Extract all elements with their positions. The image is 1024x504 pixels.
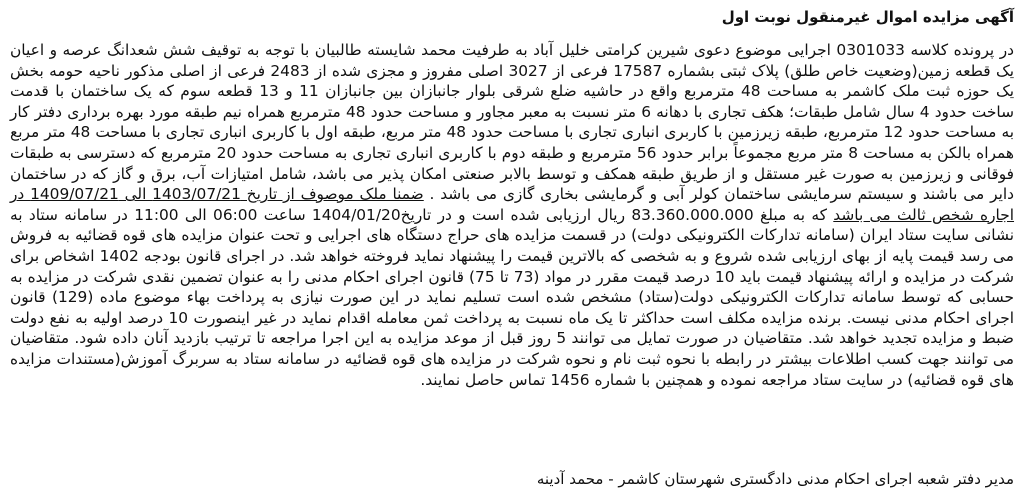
notice-signature: مدیر دفتر شعبه اجرای احکام مدنی دادگستری شهرستان کاشمر - محمد آدینه	[536, 470, 1014, 488]
notice-body-part2: که به مبلغ 83.360.000.000 ریال ارزیابی شده است و در تاریخ1404/01/20 ساعت 06:00 الی 11:00 در سامانه ستاد به نشانی سایت ستاد ایران (سامانه تدارکات الکترونیکی دولت) در قسمت مزایده های حراج دستگاه های اجرایی و تحت عنوان مزایده های قوه قضائیه به فروش می رسد قیمت پایه از بهای ارزیابی شده شروع و به شخصی که بالاترین قیمت را پیشنهاد نماید فروخته خواهد شد. در اجرای قانون بودجه 1402 اشخاص برای شرکت در مزایده و ارائه پیشنهاد قیمت باید 10 درصد قیمت مقرر در مواد (73 تا 75) قانون اجرای احکام مدنی را به عنوان تضمین نقدی شرکت در مزایده به حسابی که توسط سامانه تدارکات الکترونیکی دولت(ستاد) مشخص شده است تسلیم نماید در این صورت نیازی به پرداخت بهاء موضوع ماده (129) قانون اجرای احکام مدنی نیست. برنده مزایده مکلف است حداکثر تا یک ماه نسبت به پرداخت ثمن معامله اقدام نماید در غیر اینصورت 10 درصد اولیه به نفع دولت ضبط و مزایده تجدید خواهد شد. متقاضیان در صورت تمایل می توانند 5 روز قبل از موعد مزایده به این اجرا مراجعه تا ترتیب بازدید آنان داده شود. متقاضیان می توانند جهت کسب اطلاعات بیشتر در رابطه با نحوه ثبت نام و نحوه شرکت در مزایده های قوه قضائیه در سامانه ستاد به سربرگ آموزش(مستندات مزایده های قوه قضائیه) در سایت ستاد مراجعه نموده و همچنین با شماره 1456 تماس حاصل نمایند.	[10, 205, 1014, 389]
notice-title: آگهی مزایده اموال غیرمنقول نوبت اول	[721, 8, 1014, 26]
notice-body-underlined: ضمنا ملک موصوف از تاریخ 1403/07/21 الی 1409/07/21 در اجاره شخص ثالث می باشد	[10, 185, 1015, 224]
notice-body	[10, 40, 1014, 390]
notice-body-part1: در پرونده کلاسه 0301033 اجرایی موضوع دعوی شیرین کرامتی خلیل آباد به طرفیت محمد شایسته طالبیان با توجه به توقیف شش شعدانگ عرصه و اعیان یک قطعه زمین(وضعیت خاص طلق) پلاک ثبتی بشماره 17587 فرعی از 3027 اصلی مفروز و مجزی شده از 2483 فرعی از اصلی مذکور ناحیه حومه بخش یک حوزه ثبت ملک کاشمر به مساحت 48 مترمربع واقع در حاشیه ضلع شرقی بلوار جانبازان بین جانبازان 11 و 13 قطعه سوم که یک ساختمان با قدمت ساخت حدود 4 سال شامل طبقات؛ هکف تجاری با دهانه 6 متر نسبت به معبر مجاور و مساحت حدود 48 مترمربع همراه نیم طبقه مورد بهره برداری دفتر کار به مساحت حدود 12 مترمربع، طبقه زیرزمین با کاربری انباری تجاری با مساحت حدود 48 متر مربع، طبقه اول با کاربری انباری تجاری با مساحت 48 متر مربع همراه بالکن به مساحت 8 متر مربع مجموعاً برابر حدود 56 مترمربع و طبقه دوم با کاربری انباری تجاری به مساحت حدود 20 مترمربع که دسترسی به طبقات فوقانی و زیرزمین به صورت غیر مستقل و از طریق طبقه همکف و توسط بالابر صنعتی امکان پذیر می باشد، شامل امتیازات آب، برق و گاز که در ساختمان دایر می باشند و سیستم سرمایشی ساختمان کولر آبی و گرمایشی بخاری گازی می باشد .	[10, 41, 1015, 204]
